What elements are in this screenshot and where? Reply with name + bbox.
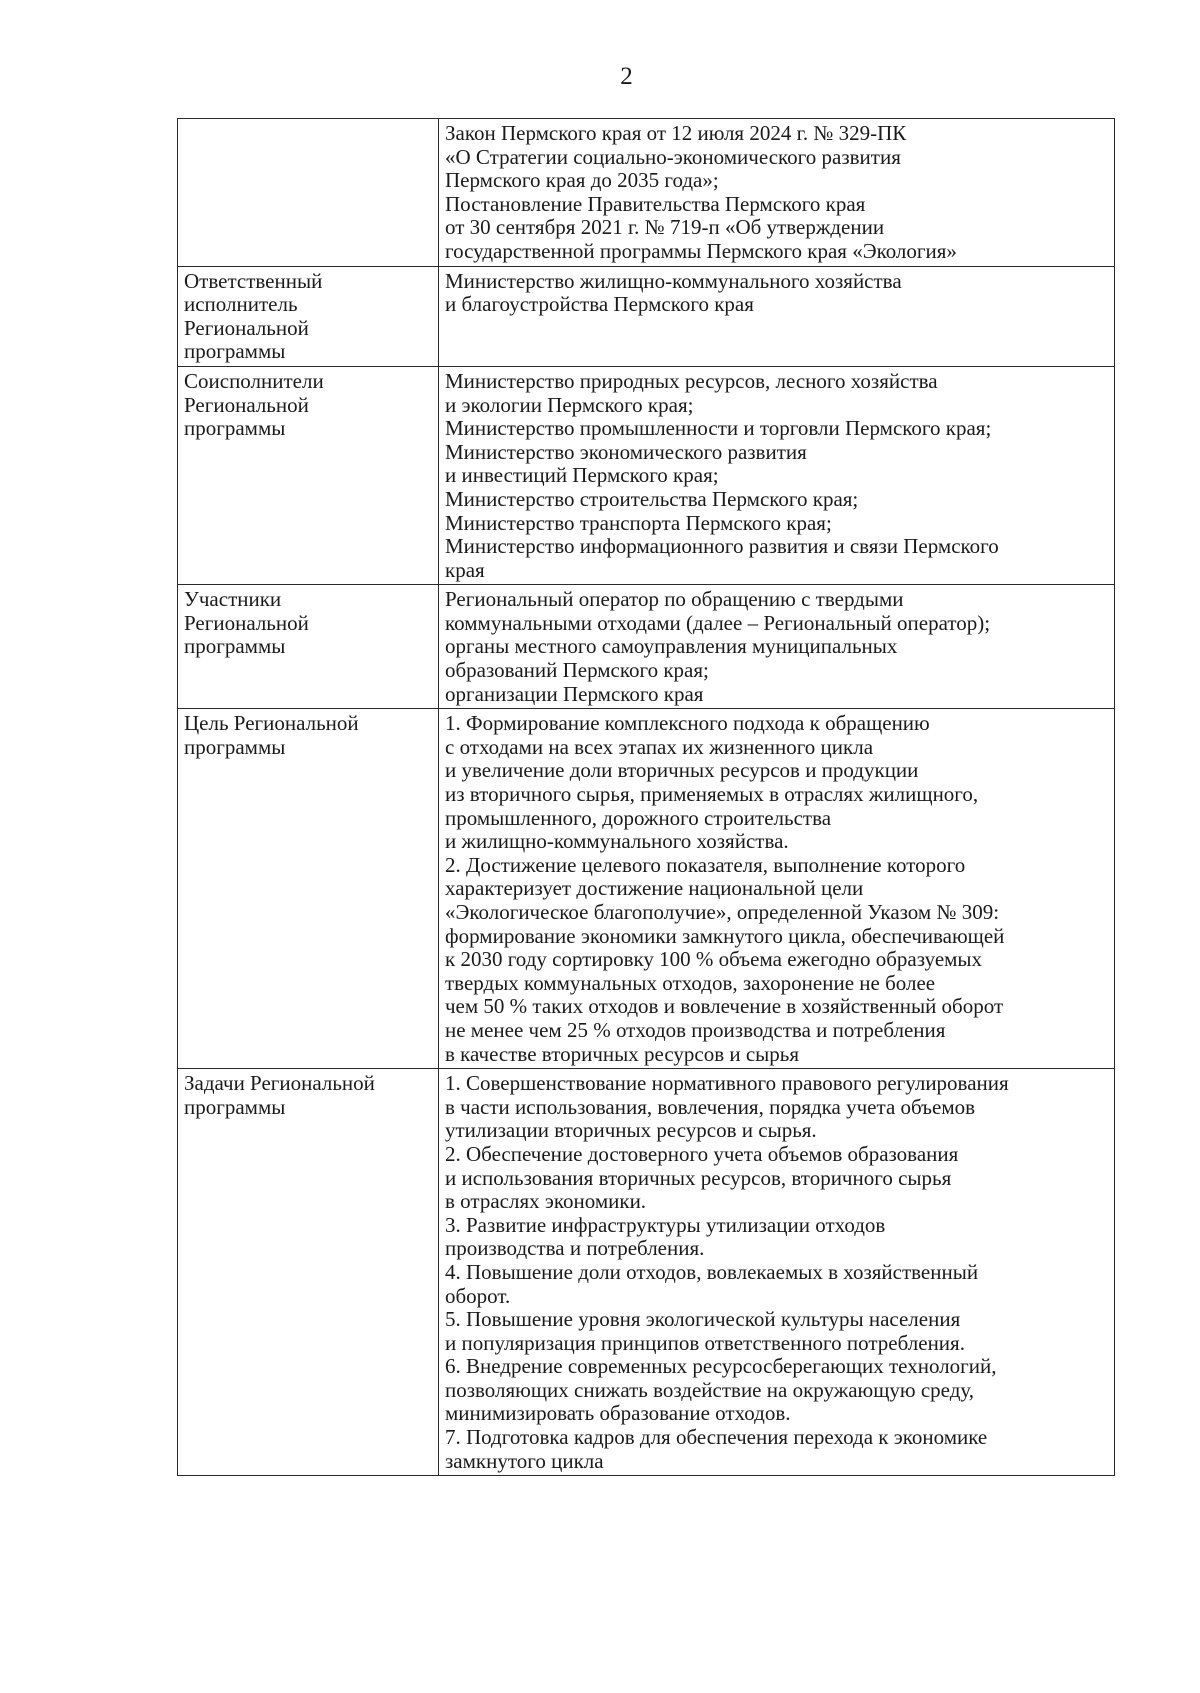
passport-row (178, 119, 1115, 267)
passport-row (178, 1069, 1115, 1476)
row-value-line: позволяющих снижать воздействие на окружающую среду, (445, 1377, 975, 1402)
row-value-cell (439, 366, 1115, 584)
row-value-line: организации Пермского края (445, 681, 704, 706)
row-label-cell (178, 585, 439, 709)
row-value-line: Региональный оператор по обращению с твердыми (445, 587, 904, 612)
row-value-line: замкнутого цикла (445, 1448, 604, 1473)
row-label-line: программы (184, 339, 286, 364)
row-value-line: и экологии Пермского края; (445, 392, 694, 417)
row-value-line: образований Пермского края; (445, 658, 709, 683)
row-label-line: программы (184, 416, 286, 441)
row-label-line: программы (184, 734, 286, 759)
row-value-line: Министерство жилищно-коммунального хозяйства (445, 268, 902, 293)
row-value-line: в качестве вторичных ресурсов и сырья (445, 1041, 800, 1066)
row-value-line: из вторичного сырья, применяемых в отраслях жилищного, (445, 782, 979, 807)
passport-row (178, 585, 1115, 709)
row-value-line: 4. Повышение доли отходов, вовлекаемых в хозяйственный (445, 1259, 979, 1284)
row-value-line: формирование экономики замкнутого цикла, обеспечивающей (445, 923, 1005, 948)
row-value-cell (439, 585, 1115, 709)
row-label-cell (178, 709, 439, 1069)
row-label-line: Региональной (184, 315, 309, 340)
passport-row (178, 709, 1115, 1069)
passport-row (178, 366, 1115, 584)
row-label-line: Региональной (184, 392, 309, 417)
row-value-cell (439, 119, 1115, 267)
row-value-line: 1. Формирование комплексного подхода к обращению (445, 711, 930, 736)
row-value-cell (439, 266, 1115, 366)
row-value-line: 7. Подготовка кадров для обеспечения перехода к экономике (445, 1425, 988, 1450)
row-value-line: «О Стратегии социально-экономического развития (445, 144, 901, 169)
row-value-line: края (445, 557, 485, 582)
row-value-line: с отходами на всех этапах их жизненного цикла (445, 734, 874, 759)
row-value-line: Постановление Правительства Пермского края (445, 191, 866, 216)
row-label-line: Ответственный (184, 268, 323, 293)
row-value-line: к 2030 году сортировку 100 % объема ежегодно образуемых (445, 947, 983, 972)
row-value-line: коммунальными отходами (далее – Региональный оператор); (445, 610, 991, 635)
row-value-line: и популяризация принципов ответственного потребления. (445, 1330, 965, 1355)
row-value-line: и увеличение доли вторичных ресурсов и продукции (445, 758, 919, 783)
row-value-line: промышленного, дорожного строительства (445, 805, 832, 830)
row-value-line: 1. Совершенствование нормативного правового регулирования (445, 1071, 1009, 1096)
row-label-line: Задачи Региональной (184, 1071, 375, 1096)
row-value-cell (439, 709, 1115, 1069)
row-value-line: 5. Повышение уровня экологической культуры населения (445, 1307, 961, 1332)
row-label-cell (178, 1069, 439, 1476)
program-passport-table (177, 118, 1115, 1476)
row-label-line: Региональной (184, 610, 309, 635)
row-label-line: исполнитель (184, 292, 298, 317)
row-value-line: и инвестиций Пермского края; (445, 463, 719, 488)
row-value-line: 2. Обеспечение достоверного учета объемов образования (445, 1141, 959, 1166)
row-value-line: и использования вторичных ресурсов, вторичного сырья (445, 1165, 952, 1190)
row-value-line: и благоустройства Пермского края (445, 292, 754, 317)
row-label-line: Цель Региональной (184, 711, 359, 736)
row-value-line: «Экологическое благополучие», определенной Указом № 309: (445, 900, 1000, 924)
row-value-line: органы местного самоуправления муниципальных (445, 634, 898, 659)
row-value-line: государственной программы Пермского края «Экология» (445, 238, 957, 263)
row-value-line: чем 50 % таких отходов и вовлечение в хозяйственный оборот (445, 994, 1004, 1019)
row-value-line: оборот. (445, 1283, 511, 1308)
row-label-cell (178, 266, 439, 366)
row-value-line: утилизации вторичных ресурсов и сырья. (445, 1118, 817, 1143)
row-value-line: производства и потребления. (445, 1236, 705, 1261)
row-label-line: Участники (184, 587, 282, 612)
row-value-line: Министерство промышленности и торговли Пермского края; (445, 416, 992, 441)
row-value-line: Закон Пермского края от 12 июля 2024 г. № 329-ПК (445, 121, 907, 145)
row-value-line: характеризует достижение национальной цели (445, 876, 864, 901)
row-value-line: Пермского края до 2035 года»; (445, 168, 719, 193)
row-label-cell (178, 119, 439, 267)
row-value-line: 3. Развитие инфраструктуры утилизации отходов (445, 1212, 886, 1237)
row-value-line: Министерство природных ресурсов, лесного хозяйства (445, 368, 938, 393)
row-value-line: минимизировать образование отходов. (445, 1401, 791, 1426)
row-label-line: программы (184, 1094, 286, 1119)
row-value-line: 2. Достижение целевого показателя, выполнение которого (445, 852, 966, 877)
row-label-cell (178, 366, 439, 584)
row-value-line: в отраслях экономики. (445, 1189, 647, 1214)
row-value-line: от 30 сентября 2021 г. № 719-п «Об утверждении (445, 215, 885, 240)
row-value-line: и жилищно-коммунального хозяйства. (445, 829, 789, 854)
page-number: 2 (620, 63, 633, 90)
row-value-line: Министерство транспорта Пермского края; (445, 510, 832, 535)
row-value-line: Министерство экономического развития (445, 439, 807, 464)
row-value-line: Министерство строительства Пермского края; (445, 486, 859, 511)
row-value-cell (439, 1069, 1115, 1476)
row-label-line: программы (184, 634, 286, 659)
row-value-line: не менее чем 25 % отходов производства и потребления (445, 1017, 946, 1042)
program-passport-rows (178, 119, 1115, 1476)
row-value-line: Министерство информационного развития и связи Пермского (445, 534, 999, 559)
row-value-line: твердых коммунальных отходов, захоронение не более (445, 970, 936, 995)
row-value-line: в части использования, вовлечения, порядка учета объемов (445, 1094, 976, 1119)
row-value-line: 6. Внедрение современных ресурсосберегающих технологий, (445, 1354, 997, 1379)
passport-row (178, 266, 1115, 366)
row-label-line: Соисполнители (184, 368, 324, 393)
